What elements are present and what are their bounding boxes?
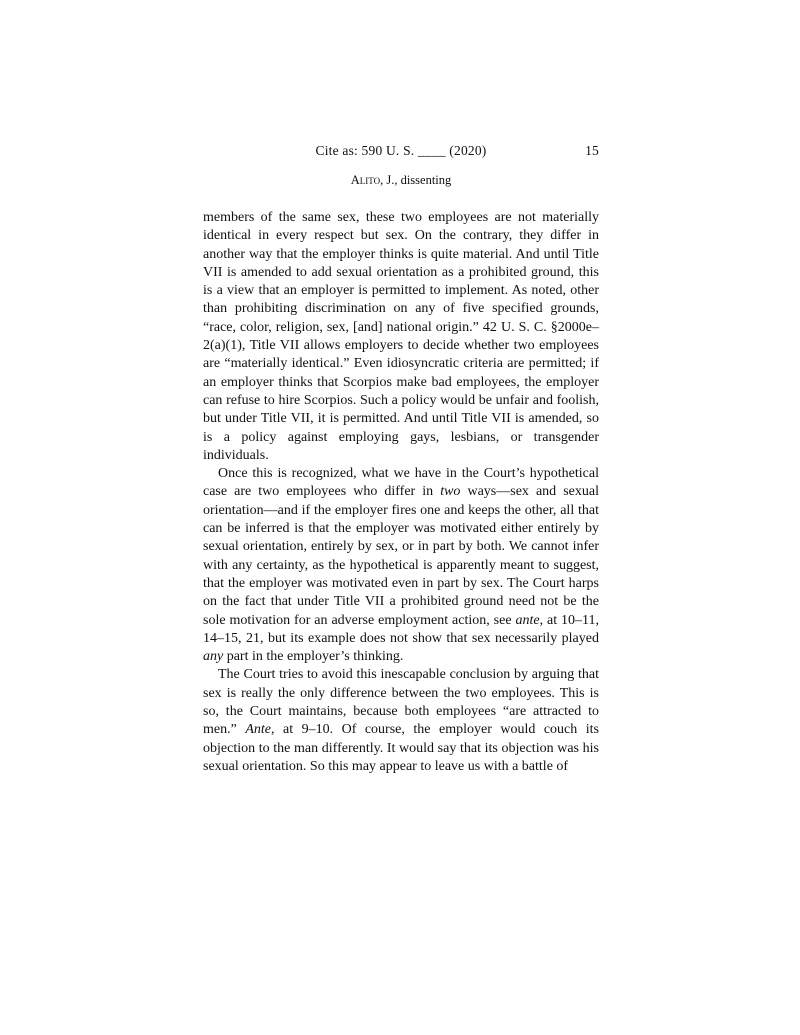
attribution-rest: , J., dissenting — [380, 173, 452, 187]
text-run: , at 9–10. Of course, the employer would couch its objection to the man differently. It would say that its objection was his sexual orientation. So this may appear to leave us with a battle of — [203, 722, 599, 774]
text-block — [203, 143, 599, 776]
italic-run: Ante — [245, 722, 271, 738]
body-paragraphs — [203, 209, 599, 776]
italic-run: two — [440, 484, 461, 500]
italic-run: ante — [515, 612, 540, 628]
text-run: members of the same sex, these two employees are not materially identical in every respect but sex. On the contrary, they differ in another way that the employer thinks is quite material. And until Title VII is amended to add sexual orientation as a prohibited ground, this is a view that an employer is permitted to implement. As noted, other than prohibiting discrimination on any of five specified grounds, “race, color, religion, sex, [and] national origin.” 42 U. S. C. §2000e–2(a)(1), Title VII allows employers to decide whether two employees are “materially identical.” Even idiosyncratic criteria are permitted; if an employer thinks that Scorpios make bad employees, the employer can refuse to hire Scorpios. Such a policy would be unfair and foolish, but under Title VII, it is permitted. And until Title VII is amended, so is a policy against employing gays, lesbians, or transgender individuals. — [203, 210, 599, 463]
text-run: The Court tries to avoid this inescapable conclusion by arguing that sex is really the only difference between the two employees. This is so, the Court maintains, because both employees “are attracted to men.” — [203, 667, 599, 738]
paragraph — [203, 666, 599, 776]
text-run: ways—sex and sexual orientation—and if the employer fires one and keeps the other, all that can be inferred is that the employer was motivated either entirely by sexual orientation, entirely by sex, or in part by both. We cannot infer with any certainty, as the hypothetical is apparently meant to suggest, that the employer was motivated even in part by sex. The Court harps on the fact that under Title VII a prohibited ground need not be the sole motivation for an adverse employment action, see — [203, 484, 599, 628]
justice-name: Alito — [350, 173, 381, 187]
italic-run: any — [203, 649, 224, 665]
text-run: , at 10–11, 14–15, 21, but its example does not show that sex necessarily played — [203, 612, 599, 646]
running-head — [203, 143, 599, 158]
page-number: 15 — [585, 143, 599, 158]
opinion-attribution — [203, 173, 599, 187]
text-run: Once this is recognized, what we have in the Court’s hypothetical case are two employees who differ in — [203, 466, 599, 500]
citation-line: Cite as: 590 U. S. ____ (2020) — [315, 143, 487, 158]
paragraph — [203, 465, 599, 666]
paragraph — [203, 209, 599, 465]
text-run: part in the employer’s thinking. — [223, 649, 404, 665]
